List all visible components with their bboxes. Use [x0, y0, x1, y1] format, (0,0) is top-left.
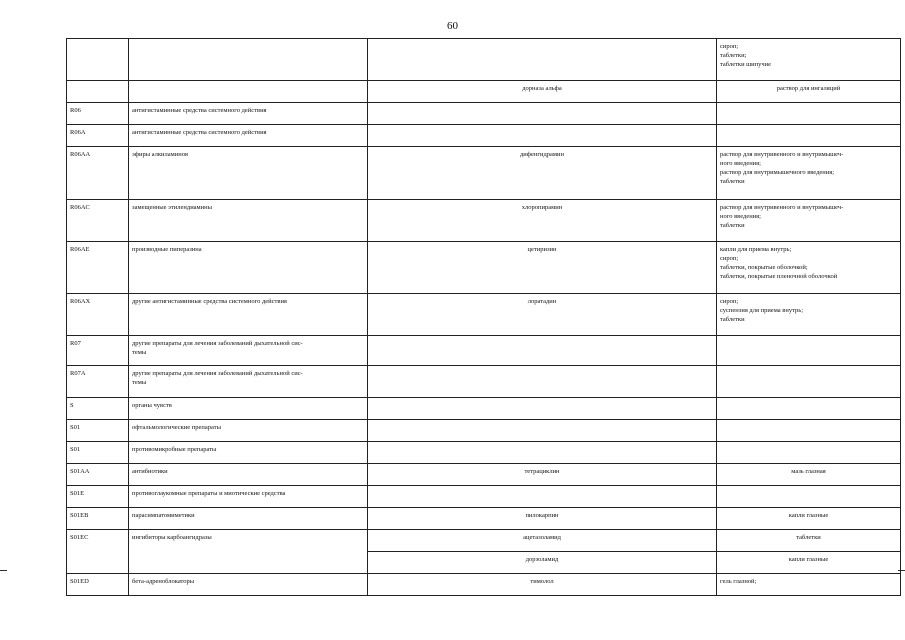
atc-code-cell: R06AE: [67, 242, 129, 294]
dosage-form-cell: таблетки: [717, 530, 901, 552]
atc-name-cell: производные пиперазина: [129, 242, 368, 294]
dosage-form-cell: [717, 486, 901, 508]
drug-name-cell: ацетазоламид: [368, 530, 717, 552]
table-row: [67, 200, 901, 242]
drug-name-cell: хлоропирамин: [368, 200, 717, 242]
drug-name-cell: [368, 336, 717, 366]
margin-mark-left: [0, 570, 7, 571]
table-row: [67, 242, 901, 294]
drug-name-cell: [368, 398, 717, 420]
atc-code-cell: S01ED: [67, 574, 129, 596]
drug-name-cell: [368, 486, 717, 508]
dosage-form-cell: капли глазные: [717, 552, 901, 574]
dosage-form-cell: раствор для внутривенного и внутримышеч- ного введения; таблетки: [717, 200, 901, 242]
dosage-form-cell: капли глазные: [717, 508, 901, 530]
atc-code-cell: S01EC: [67, 530, 129, 574]
atc-code-cell: S01AA: [67, 464, 129, 486]
atc-code-cell: R07A: [67, 366, 129, 398]
table-row: [67, 366, 901, 398]
atc-code-cell: [67, 81, 129, 103]
atc-name-cell: антигистаминные средства системного действия: [129, 103, 368, 125]
page-number: 60: [447, 20, 458, 32]
table-row: [67, 398, 901, 420]
dosage-form-cell: раствор для ингаляций: [717, 81, 901, 103]
table-row: [67, 81, 901, 103]
atc-code-cell: S01: [67, 420, 129, 442]
atc-code-cell: S01E: [67, 486, 129, 508]
dosage-form-cell: [717, 366, 901, 398]
atc-name-cell: антибиотики: [129, 464, 368, 486]
dosage-form-cell: гель глазной;: [717, 574, 901, 596]
drug-list-table: [66, 38, 901, 596]
atc-name-cell: противомикробные препараты: [129, 442, 368, 464]
drug-name-cell: [368, 366, 717, 398]
drug-name-cell: лоратадин: [368, 294, 717, 336]
dosage-form-cell: раствор для внутривенного и внутримышеч- ного введения; раствор для внутримышечного введения; таблетки: [717, 147, 901, 200]
drug-name-cell: [368, 103, 717, 125]
drug-name-cell: дорзоламид: [368, 552, 717, 574]
dosage-form-cell: [717, 336, 901, 366]
drug-name-cell: дорназа альфа: [368, 81, 717, 103]
table-row: [67, 420, 901, 442]
atc-code-cell: R06AA: [67, 147, 129, 200]
atc-name-cell: офтальмологические препараты: [129, 420, 368, 442]
atc-code-cell: S01: [67, 442, 129, 464]
drug-name-cell: [368, 420, 717, 442]
atc-code-cell: R06AC: [67, 200, 129, 242]
atc-name-cell: эфиры алкиламинов: [129, 147, 368, 200]
dosage-form-cell: сироп; суспензия для приема внутрь; таблетки: [717, 294, 901, 336]
table-row: [67, 39, 901, 81]
table-row: [67, 464, 901, 486]
table-row: [67, 530, 901, 552]
atc-code-cell: S: [67, 398, 129, 420]
atc-name-cell: [129, 39, 368, 81]
table-row: [67, 486, 901, 508]
table-row: [67, 442, 901, 464]
dosage-form-cell: сироп; таблетки; таблетки шипучие: [717, 39, 901, 81]
atc-name-cell: парасимпатомиметики: [129, 508, 368, 530]
dosage-form-cell: [717, 103, 901, 125]
atc-name-cell: замещенные этилендиамины: [129, 200, 368, 242]
atc-name-cell: противоглаукомные препараты и миотические средства: [129, 486, 368, 508]
atc-code-cell: R06AX: [67, 294, 129, 336]
atc-name-cell: другие антигистаминные средства системного действия: [129, 294, 368, 336]
drug-name-cell: [368, 125, 717, 147]
atc-name-cell: ингибиторы карбоангидразы: [129, 530, 368, 574]
dosage-form-cell: [717, 442, 901, 464]
dosage-form-cell: [717, 398, 901, 420]
drug-name-cell: тетрациклин: [368, 464, 717, 486]
table-row: [67, 294, 901, 336]
drug-name-cell: [368, 39, 717, 81]
atc-name-cell: другие препараты для лечения заболеваний дыхательной сис- темы: [129, 336, 368, 366]
atc-name-cell: бета-адреноблокаторы: [129, 574, 368, 596]
drug-name-cell: цетиризин: [368, 242, 717, 294]
atc-code-cell: R06A: [67, 125, 129, 147]
table-row: [67, 508, 901, 530]
drug-name-cell: дифенгидрамин: [368, 147, 717, 200]
atc-name-cell: другие препараты для лечения заболеваний дыхательной сис- темы: [129, 366, 368, 398]
dosage-form-cell: капли для приема внутрь; сироп; таблетки, покрытые оболочкой; таблетки, покрытые пленочной оболочкой: [717, 242, 901, 294]
table-row: [67, 103, 901, 125]
dosage-form-cell: мазь глазная: [717, 464, 901, 486]
atc-name-cell: антигистаминные средства системного действия: [129, 125, 368, 147]
atc-code-cell: [67, 39, 129, 81]
atc-code-cell: R06: [67, 103, 129, 125]
atc-code-cell: S01EB: [67, 508, 129, 530]
drug-name-cell: пилокарпин: [368, 508, 717, 530]
dosage-form-cell: [717, 420, 901, 442]
drug-name-cell: [368, 442, 717, 464]
atc-code-cell: R07: [67, 336, 129, 366]
atc-name-cell: органы чувств: [129, 398, 368, 420]
table-row: [67, 125, 901, 147]
table-row: [67, 336, 901, 366]
drug-name-cell: тимолол: [368, 574, 717, 596]
atc-name-cell: [129, 81, 368, 103]
dosage-form-cell: [717, 125, 901, 147]
table-row: [67, 147, 901, 200]
table-row: [67, 574, 901, 596]
